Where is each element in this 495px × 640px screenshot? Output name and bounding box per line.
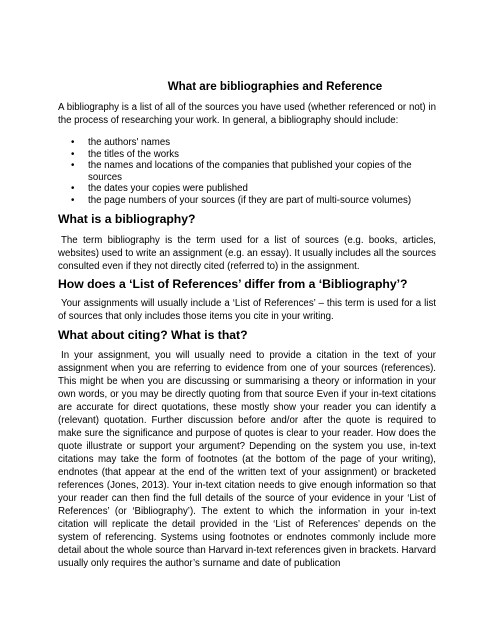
list-item: • the titles of the works xyxy=(58,149,428,161)
section-body-references-vs-bibliography: Your assignments will usually include a ‘List of References’ – this term is used for a list of sources that only includes those items you cite in your writing. xyxy=(58,298,436,322)
list-item: • the authors' names xyxy=(58,137,428,149)
list-item: • the page numbers of your sources (if they are part of multi-source volumes) xyxy=(58,195,428,207)
document-title: What are bibliographies and Reference xyxy=(167,80,383,93)
section-body-citing: In your assignment, you will usually need to provide a citation in the text of your assignment when you are referring to evidence from one of your sources (references). This might be when you are discussing or summarising a theory or information in your own words, or you may be directly quoting from that source Even if your in-text citations are accurate for direct quotations, these mostly show your reader you can identify a (relevant) quotation. Further discussion before and/or after the quote is required to make sure the significance and purpose of quotes is clear to your reader. How does the quote illustrate or support your argument? Depending on the system you use, in-text citations may take the form of footnotes (at the bottom of the page of your writing), endnotes (that appear at the end of the written text of your assignment) or bracketed references (Jones, 2013). Your in-text citation needs to give enough information so that your reader can then find the full details of the source of your evidence in your ‘List of References’ (or ‘Bibliography’). The extent to which the information in your in-text citation will replicate the detail provided in the ‘List of References’ depends on the system of referencing. Systems using footnotes or endnotes commonly include more detail about the whole source than Harvard in-text references given in brackets. Harvard usually only requires the author’s surname and date of publication xyxy=(58,350,436,569)
section-heading-bibliography: What is a bibliography? xyxy=(58,212,196,226)
section-heading-citing: What about citing? What is that? xyxy=(58,328,248,342)
intro-paragraph: A bibliography is a list of all of the sources you have used (whether referenced or not) in the process of researching your work. In general, a bibliography should include: xyxy=(58,102,436,126)
list-item: • the dates your copies were published xyxy=(58,183,428,195)
section-heading-references-vs-bibliography: How does a ‘List of References’ differ from a ‘Bibliography’? xyxy=(58,277,408,291)
bibliography-contents-list xyxy=(58,137,428,206)
section-body-bibliography: The term bibliography is the term used for a list of sources (e.g. books, articles, websites) used to write an assignment (e.g. an essay). It usually includes all the sources consulted even if they not directly cited (referred to) in the assignment. xyxy=(58,235,436,272)
list-item: • the names and locations of the companies that published your copies of the sources xyxy=(58,160,428,183)
